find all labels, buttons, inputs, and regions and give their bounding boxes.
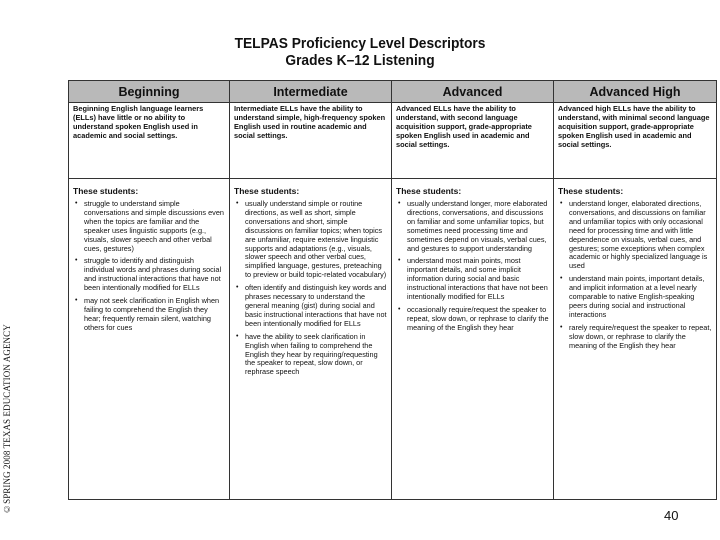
summary-row [69, 103, 717, 179]
proficiency-descriptor-table [68, 80, 717, 500]
document-title [18, 36, 702, 70]
title-line-2: Grades K–12 Listening [285, 53, 435, 69]
summary-advanced-high: Advanced high ELLs have the ability to understand, with minimal second language acquisition support, grade-appropriate spoken English used in academic and social settings. [554, 103, 717, 179]
list-item: • may not seek clarification in English when failing to comprehend the English they hear; frequently remain silent, watching others for cues [84, 297, 225, 333]
students-cell-advanced-high [554, 179, 717, 500]
students-heading: These students: [558, 186, 624, 196]
column-header-advanced: Advanced [392, 81, 554, 103]
students-heading: These students: [234, 186, 300, 196]
list-item: • struggle to understand simple conversations and simple discussions even when the topics are familiar and the speaker uses linguistic supports (e.g., visuals, slower speech and other verbal cues, gestures) [84, 200, 225, 253]
students-row [69, 179, 717, 500]
students-cell-advanced [392, 179, 554, 500]
column-header-advanced-high: Advanced High [554, 81, 717, 103]
column-header-row [69, 81, 717, 103]
copyright-side-note: ©SPRING 2008 TEXAS EDUCATION AGENCY [2, 324, 12, 514]
students-heading: These students: [396, 186, 462, 196]
bullet-list-advanced-high [558, 200, 712, 351]
list-item: • understand most main points, most important details, and some implicit information during social and basic instructional interactions that have not been intentionally modified for ELLs [407, 257, 549, 302]
list-item: • have the ability to seek clarification in English when failing to comprehend the English they hear by requiring/requesting the speaker to repeat, slow down, or rephrase speech [245, 333, 387, 378]
list-item: • often identify and distinguish key words and phrases necessary to understand the general meaning (gist) during social and basic instructional interactions that have not been intentionally modified for ELLs [245, 284, 387, 329]
column-header-beginning: Beginning [69, 81, 230, 103]
list-item: • understand longer, elaborated directions, conversations, and discussions on familiar and unfamiliar topics with only occasional need for processing time and with little dependence on visuals, verbal cues, and gestures; some exceptions when complex academic or highly specialized language is used [569, 200, 712, 271]
list-item: • rarely require/request the speaker to repeat, slow down, or rephrase to clarify the meaning of the English they hear [569, 324, 712, 351]
summary-intermediate: Intermediate ELLs have the ability to understand simple, high-frequency spoken English used in routine academic and social settings. [230, 103, 392, 179]
students-cell-intermediate [230, 179, 392, 500]
summary-advanced: Advanced ELLs have the ability to understand, with second language acquisition support, grade-appropriate spoken English used in academic and social settings. [392, 103, 554, 179]
column-header-intermediate: Intermediate [230, 81, 392, 103]
bullet-list-beginning [73, 200, 225, 333]
list-item: • occasionally require/request the speaker to repeat, slow down, or rephrase to clarify the meaning of the English they hear [407, 306, 549, 333]
bullet-list-intermediate [234, 200, 387, 377]
bullet-list-advanced [396, 200, 549, 333]
list-item: • struggle to identify and distinguish individual words and phrases during social and instructional interactions that have not been intentionally modified for ELLs [84, 257, 225, 293]
list-item: • usually understand longer, more elaborated directions, conversations, and discussions on familiar and some unfamiliar topics, but sometimes need processing time and sometimes depend on visuals, verbal cues, and gestures to support understanding [407, 200, 549, 253]
page-number: 40 [664, 508, 679, 523]
students-heading: These students: [73, 186, 139, 196]
students-cell-beginning [69, 179, 230, 500]
list-item: • understand main points, important details, and implicit information at a level nearly comparable to native English-speaking peers during social and instructional interactions [569, 275, 712, 320]
title-line-1: TELPAS Proficiency Level Descriptors [234, 36, 486, 52]
list-item: • usually understand simple or routine directions, as well as short, simple conversations and short, simple discussions on familiar topics; when topics are unfamiliar, require extensive linguistic supports and adaptations (e.g., visuals, slower speech and other verbal cues, simplified language, gestures, preteaching to preview or build topic-related vocabulary) [245, 200, 387, 280]
summary-beginning: Beginning English language learners (ELLs) have little or no ability to understand spoken English used in academic and social settings. [69, 103, 230, 179]
